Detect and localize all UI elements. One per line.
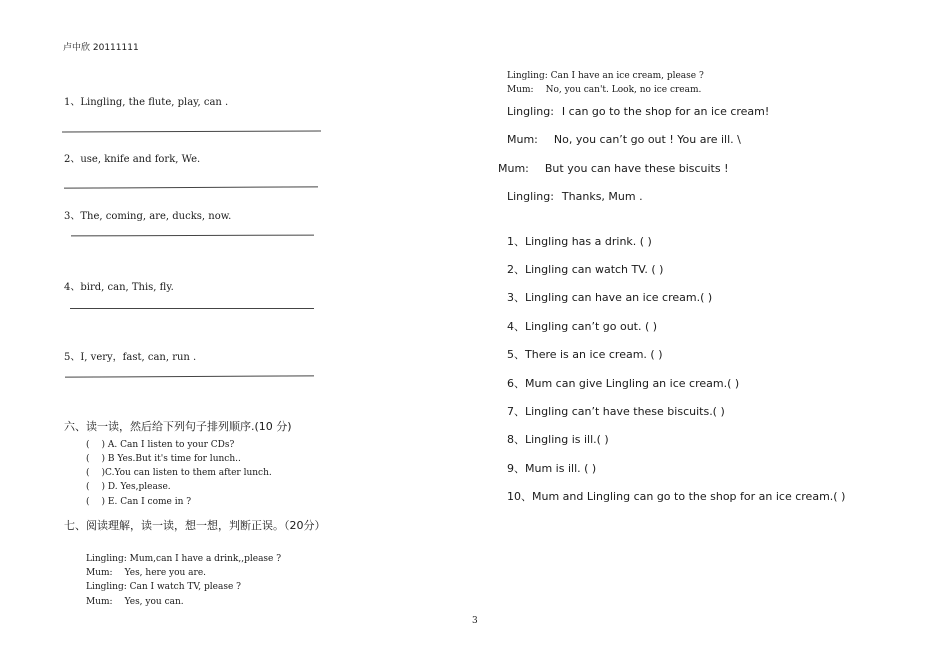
statement-4[interactable]: 4、Lingling can’t go out. ( ) xyxy=(507,320,658,333)
answer-line-5[interactable] xyxy=(65,375,314,377)
dialogue-line: Lingling: Thanks, Mum . xyxy=(507,190,643,203)
statement-2[interactable]: 2、Lingling can watch TV. ( ) xyxy=(507,263,664,276)
order-item-a: ( ) A. Can I listen to your CDs? xyxy=(86,440,235,450)
reorder-item-5: 5、I, very，fast, can, run . xyxy=(64,352,197,363)
answer-line-4[interactable] xyxy=(70,308,314,309)
order-blank[interactable]: ( xyxy=(86,454,90,464)
dialogue-line: Mum: But you can have these biscuits ! xyxy=(498,162,729,175)
order-item-e: ( ) E. Can I come in ? xyxy=(86,497,192,507)
dialogue-line: Mum: Yes, here you are. xyxy=(86,568,207,578)
dialogue-line: Lingling: Mum,can I have a drink,,please ? xyxy=(86,554,282,564)
statement-8[interactable]: 8、Lingling is ill.( ) xyxy=(507,433,609,446)
statement-10[interactable]: 10、Mum and Lingling can go to the shop for an ice cream.( ) xyxy=(507,490,846,503)
order-blank[interactable]: ( xyxy=(86,440,90,450)
reorder-item-1: 1、Lingling, the flute, play, can . xyxy=(64,97,229,108)
section-6-title: 六、读一读，然后给下列句子排列顺序.(10 分) xyxy=(64,420,292,433)
dialogue-line: Mum: Yes, you can. xyxy=(86,597,184,607)
section-7-title: 七、阅读理解，读一读，想一想，判断正误。（20分） xyxy=(64,519,326,532)
order-item-c: ( )C.You can listen to them after lunch. xyxy=(86,468,272,478)
reorder-item-2: 2、use, knife and fork, We. xyxy=(64,154,201,165)
order-blank[interactable]: ( xyxy=(86,468,90,478)
statement-6[interactable]: 6、Mum can give Lingling an ice cream.( ) xyxy=(507,377,740,390)
statement-5[interactable]: 5、There is an ice cream. ( ) xyxy=(507,348,663,361)
reorder-item-4: 4、bird, can, This, fly. xyxy=(64,282,174,293)
dialogue-line: Lingling: I can go to the shop for an ice cream! xyxy=(507,105,770,118)
order-item-d: ( ) D. Yes,please. xyxy=(86,482,171,492)
dialogue-line: Mum: No, you can’t go out ! You are ill. \ xyxy=(507,133,741,146)
answer-line-3[interactable] xyxy=(71,235,314,237)
answer-line-1[interactable] xyxy=(62,131,321,133)
statement-3[interactable]: 3、Lingling can have an ice cream.( ) xyxy=(507,291,713,304)
header-author: 卢中欣 20111111 xyxy=(63,43,139,53)
order-blank[interactable]: ( xyxy=(86,482,90,492)
statement-9[interactable]: 9、Mum is ill. ( ) xyxy=(507,462,597,475)
page-number: 3 xyxy=(472,616,478,626)
reorder-item-3: 3、The, coming, are, ducks, now. xyxy=(64,211,232,222)
dialogue-line: Lingling: Can I have an ice cream, please ? xyxy=(507,71,704,81)
order-blank[interactable]: ( xyxy=(86,497,90,507)
statement-7[interactable]: 7、Lingling can’t have these biscuits.( ) xyxy=(507,405,725,418)
dialogue-line: Mum: No, you can't. Look, no ice cream. xyxy=(507,85,702,95)
dialogue-line: Lingling: Can I watch TV, please ? xyxy=(86,582,241,592)
answer-line-2[interactable] xyxy=(64,186,318,188)
statement-1[interactable]: 1、Lingling has a drink. ( ) xyxy=(507,235,652,248)
order-item-b: ( ) B Yes.But it's time for lunch.. xyxy=(86,454,241,464)
